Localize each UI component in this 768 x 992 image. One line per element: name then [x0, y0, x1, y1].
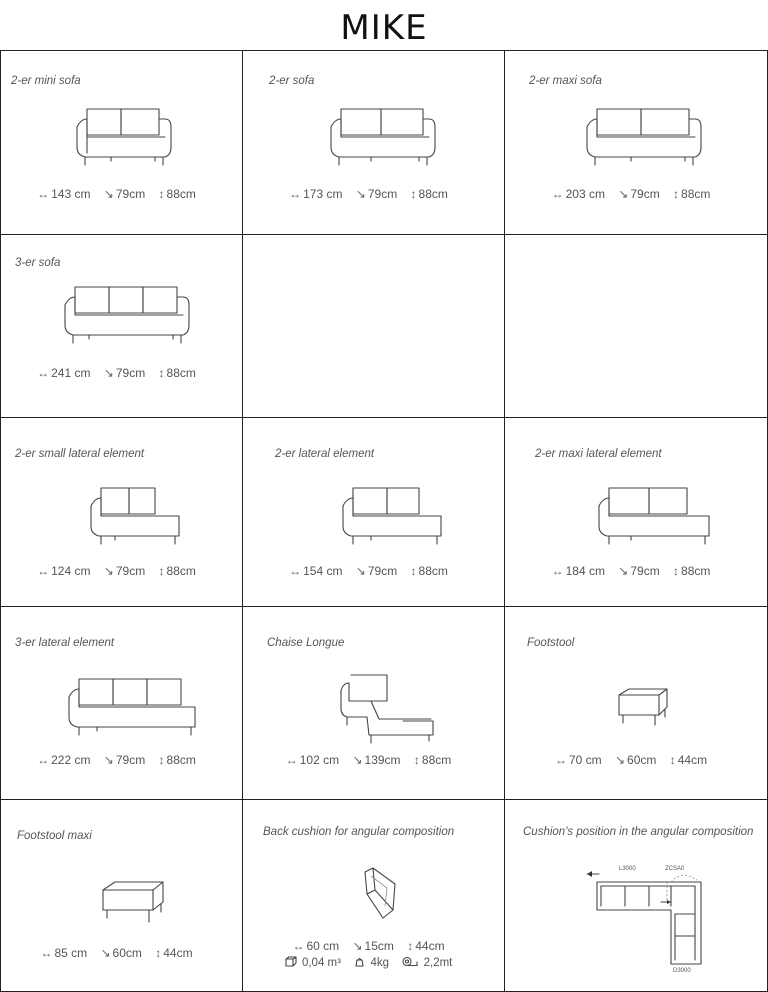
dimensions: ↔ 203 cm ↘ 79cm ↕ 88cm: [551, 187, 711, 201]
height-icon: ↕: [158, 753, 165, 767]
cell-label: 2-er lateral element: [275, 448, 375, 460]
dimensions: ↔ 241 cm ↘ 79cm ↕ 88cm: [37, 366, 196, 380]
dimensions: ↔ 222 cm ↘ 79cm ↕ 88cm: [37, 753, 196, 767]
height-icon: ↕: [155, 946, 162, 960]
cell-label: 2-er maxi lateral element: [535, 448, 662, 460]
height-icon: ↕: [158, 187, 165, 201]
dimensions: ↔ 143 cm ↘ 79cm ↕ 88cm: [37, 187, 196, 201]
height-icon: ↕: [158, 564, 165, 578]
width-icon: ↔: [40, 946, 53, 960]
empty-cell: [504, 234, 768, 418]
width-icon: ↔: [289, 187, 302, 201]
cell-label: Footstool: [527, 637, 575, 649]
depth-icon: ↘: [355, 187, 366, 201]
height-icon: ↕: [410, 564, 417, 578]
product-grid: [0, 50, 768, 992]
width-icon: ↔: [292, 939, 305, 953]
dimensions: ↔ 102 cm ↘ 139cm ↕ 88cm: [285, 753, 452, 767]
dimensions: ↔ 173 cm ↘ 79cm ↕ 88cm: [289, 187, 448, 201]
dimensions: ↔ 184 cm ↘ 79cm ↕ 88cm: [551, 564, 711, 578]
angular-composition-diagram: [585, 860, 735, 972]
sofa-drawing: [593, 484, 717, 548]
height-icon: ↕: [669, 753, 676, 767]
cell-label: 3-er sofa: [15, 257, 61, 269]
depth-icon: ↘: [614, 753, 626, 767]
sofa-drawing: [325, 107, 445, 169]
cell-back-cushion: [242, 799, 505, 992]
cushion-drawing: [361, 866, 397, 922]
cell-2er-maxi-sofa: [504, 50, 768, 235]
cell-2er-small-lateral: [0, 417, 243, 607]
dimensions: ↔ 70 cm ↘ 60cm ↕ 44cm: [554, 753, 708, 767]
page-title: MIKE: [340, 8, 428, 48]
cell-chaise-longue: [242, 606, 505, 800]
height-icon: ↕: [158, 366, 165, 380]
depth-icon: ↘: [100, 946, 111, 960]
sofa-drawing: [85, 484, 185, 548]
cell-cushion-position: [504, 799, 768, 992]
cell-label: 2-er mini sofa: [11, 75, 81, 87]
package-info: 0,04 m³ 4kg 2,2mt: [243, 955, 504, 969]
cell-label: Back cushion for angular composition: [263, 826, 455, 838]
depth-icon: ↘: [352, 939, 363, 953]
chaise-drawing: [335, 671, 445, 751]
dimensions: ↔ 154 cm ↘ 79cm ↕ 88cm: [289, 564, 448, 578]
height-icon: ↕: [407, 939, 414, 953]
dimensions: ↔ 60 cm ↘ 15cm ↕ 44cm: [292, 939, 445, 953]
depth-icon: ↘: [352, 753, 363, 767]
cell-2er-lateral: [242, 417, 505, 607]
footstool-drawing: [613, 685, 673, 733]
cell-2er-maxi-lateral: [504, 417, 768, 607]
width-icon: ↔: [285, 753, 298, 767]
width-icon: ↔: [551, 564, 564, 578]
cell-3er-lateral: [0, 606, 243, 800]
cell-2er-sofa: [242, 50, 505, 235]
depth-icon: ↘: [103, 187, 114, 201]
code-bottom: D3000: [673, 968, 691, 972]
code-corner: ZCSA0: [665, 866, 685, 872]
dimensions: ↔ 124 cm ↘ 79cm ↕ 88cm: [37, 564, 196, 578]
footstool-drawing: [97, 878, 169, 932]
sofa-drawing: [581, 107, 711, 169]
sofa-drawing: [59, 283, 199, 347]
width-icon: ↔: [551, 187, 564, 201]
weight-icon: [354, 955, 368, 969]
height-icon: ↕: [410, 187, 417, 201]
depth-icon: ↘: [103, 564, 114, 578]
cell-label: 2-er small lateral element: [15, 448, 145, 460]
cell-label: 3-er lateral element: [15, 637, 115, 649]
width-icon: ↔: [37, 753, 50, 767]
cell-3er-sofa: [0, 234, 243, 418]
height-icon: ↕: [673, 564, 680, 578]
height-icon: ↕: [413, 753, 420, 767]
width-icon: ↔: [37, 187, 50, 201]
cell-label: Footstool maxi: [17, 830, 92, 842]
box-volume-icon: [285, 955, 300, 969]
width-icon: ↔: [289, 564, 302, 578]
empty-cell: [242, 234, 505, 418]
cell-label: Cushion's position in the angular composition: [523, 826, 754, 838]
dimensions: ↔ 85 cm ↘ 60cm ↕ 44cm: [40, 946, 193, 960]
depth-icon: ↘: [618, 564, 629, 578]
cell-footstool-maxi: [0, 799, 243, 992]
cell-2er-mini-sofa: [0, 50, 243, 235]
cell-label: Chaise Longue: [267, 637, 345, 649]
sofa-drawing: [71, 107, 181, 169]
cell-label: 2-er sofa: [269, 75, 315, 87]
fabric-roll-icon: [402, 955, 421, 969]
depth-icon: ↘: [618, 187, 629, 201]
code-left: L3000: [619, 866, 636, 872]
sofa-drawing: [63, 675, 203, 739]
depth-icon: ↘: [103, 366, 114, 380]
depth-icon: ↘: [355, 564, 366, 578]
width-icon: ↔: [37, 366, 50, 380]
sofa-drawing: [337, 484, 447, 548]
depth-icon: ↘: [103, 753, 114, 767]
height-icon: ↕: [673, 187, 680, 201]
cell-footstool: [504, 606, 768, 800]
width-icon: ↔: [554, 753, 567, 767]
cell-label: 2-er maxi sofa: [529, 75, 602, 87]
width-icon: ↔: [37, 564, 50, 578]
